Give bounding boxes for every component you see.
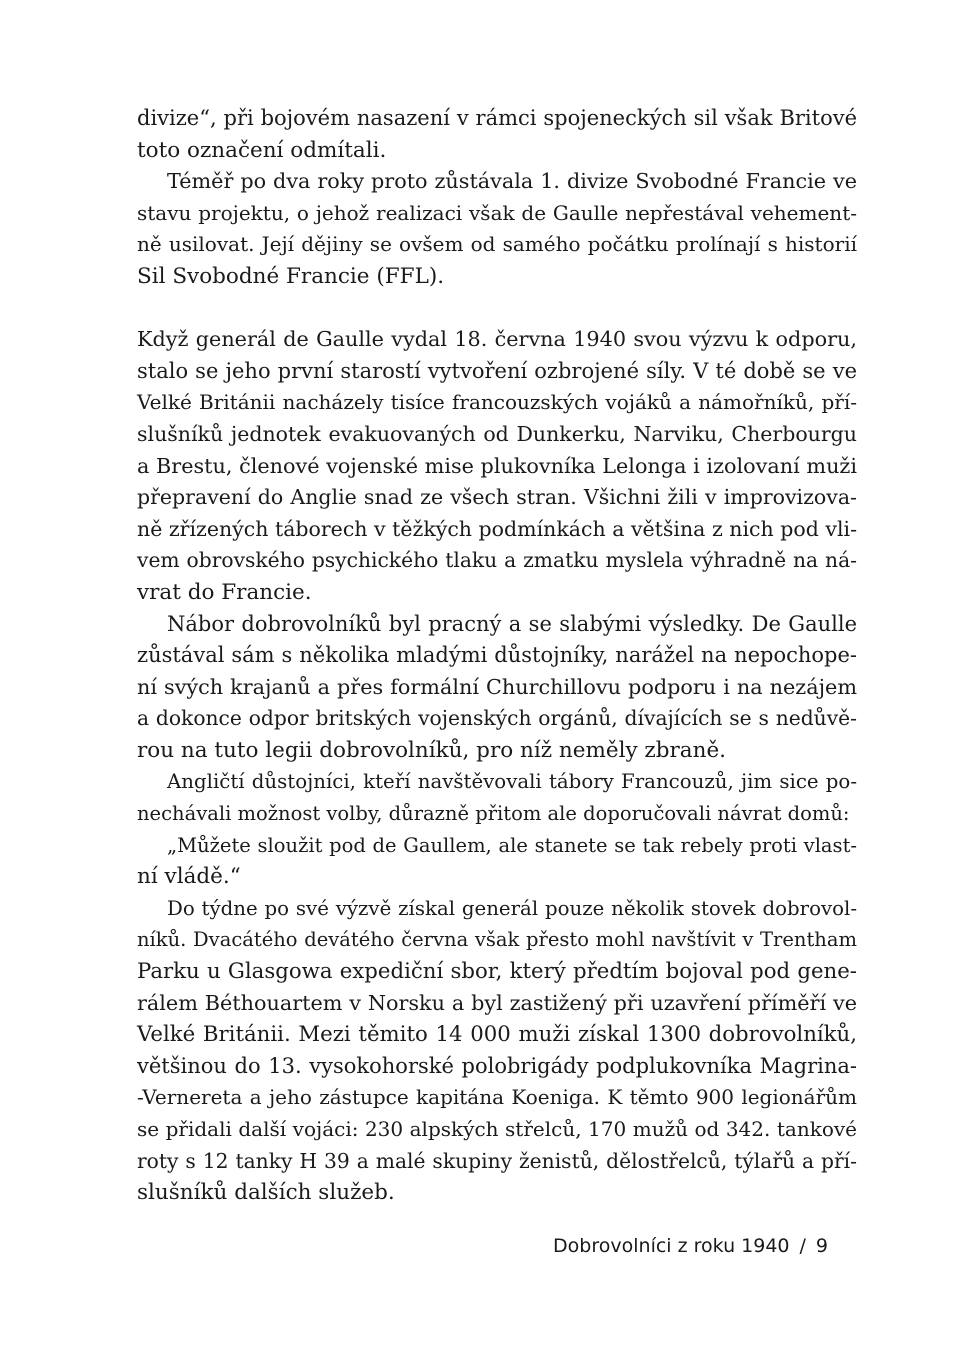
text-line: Sil Svobodné Francie (FFL). [137, 263, 445, 289]
text-line: ní vládě.“ [137, 864, 241, 890]
text-line: toto označení odmítali. [137, 137, 387, 163]
paragraph [137, 166, 857, 292]
text-line: se přidali další vojáci: 230 alpských střelců, 170 mužů od 342. tankové [137, 1117, 857, 1141]
paragraph [137, 324, 857, 608]
text-line: Velké Británii. Mezi těmito 14 000 muži získal 1300 dobrovolníků, [137, 1022, 857, 1048]
paragraph [137, 609, 857, 767]
paragraph [137, 893, 857, 1209]
text-line: Angličtí důstojníci, kteří navštěvovali tábory Francouzů, jim sice po- [167, 770, 857, 794]
running-footer [553, 1234, 828, 1258]
paragraph [137, 766, 857, 829]
text-line: roty s 12 tanky H 39 a malé skupiny ženistů, dělostřelců, týlařů a pří- [137, 1148, 857, 1173]
text-line: Velké Británii nacházely tisíce francouzských vojáků a námořníků, pří- [137, 390, 857, 415]
text-line: stavu projektu, o jehož realizaci však de Gaulle nepřestával vehement- [137, 200, 857, 225]
text-line: slušníků dalších služeb. [137, 1180, 395, 1206]
text-line: Nábor dobrovolníků byl pracný a se slabými výsledky. De Gaulle [167, 611, 857, 636]
text-line: a Brestu, členové vojenské mise plukovníka Lelonga i izolovaní muži [137, 453, 857, 478]
text-line: přepravení do Anglie snad ze všech stran. Všichni žili v improvizova- [137, 485, 857, 510]
text-line: většinou do 13. vysokohorské polobrigády podplukovníka Magrina- [137, 1053, 857, 1078]
paragraph [137, 103, 857, 166]
text-line: Když generál de Gaulle vydal 18. června 1940 svou výzvu k odporu, [137, 327, 857, 352]
text-line: slušníků jednotek evakuovaných od Dunkerku, Narviku, Cherbourgu [137, 421, 857, 446]
text-line: rou na tuto legii dobrovolníků, pro níž neměly zbraně. [137, 737, 727, 763]
paragraph [137, 830, 857, 893]
text-line: ní svých krajanů a přes formální Churchillovu podporu i na nezájem [137, 674, 857, 699]
text-line: stalo se jeho první starostí vytvoření ozbrojené síly. V té době se ve [137, 358, 857, 383]
text-line: níků. Dvacátého devátého června však přesto mohl navštívit v Trentham [137, 928, 857, 952]
text-line: Parku u Glasgowa expediční sbor, který předtím bojoval pod gene- [137, 959, 857, 985]
text-line: vrat do Francie. [137, 579, 312, 605]
text-line: vem obrovského psychického tlaku a zmatku myslela výhradně na ná- [137, 548, 857, 573]
text-line: ně zřízených táborech v těžkých podmínkách a většina z nich pod vli- [137, 516, 857, 541]
text-line: Do týdne po své výzvě získal generál pouze několik stovek dobrovol- [167, 896, 857, 920]
text-line: a dokonce odpor britských vojenských orgánů, dívajících se s nedůvě- [137, 706, 857, 731]
body-text [137, 103, 857, 1209]
page-number: 9 [815, 1235, 828, 1257]
text-line: rálem Béthouartem v Norsku a byl zastižený při uzavření příměří ve [137, 990, 857, 1015]
footer-separator: / [799, 1235, 806, 1257]
text-line: -Vernereta a jeho zástupce kapitána Koeniga. K těmto 900 legionářům [137, 1085, 857, 1110]
section-break [137, 293, 857, 325]
text-line: ně usilovat. Její dějiny se ovšem od samého počátku prolínají s historií [137, 232, 857, 257]
text-line: divize“, při bojovém nasazení v rámci spojeneckých sil však Britové [137, 106, 857, 130]
footer-title: Dobrovolníci z roku 1940 [553, 1235, 790, 1257]
text-line: „Můžete sloužit pod de Gaullem, ale stanete se tak rebely proti vlast- [167, 833, 857, 857]
text-line: zůstával sám s několika mladými důstojníky, narážel na nepochope- [137, 643, 857, 668]
text-line: Téměř po dva roky proto zůstávala 1. divize Svobodné Francie ve [167, 169, 857, 194]
text-line: nechávali možnost volby, důrazně přitom ale doporučovali návrat domů: [137, 802, 850, 826]
